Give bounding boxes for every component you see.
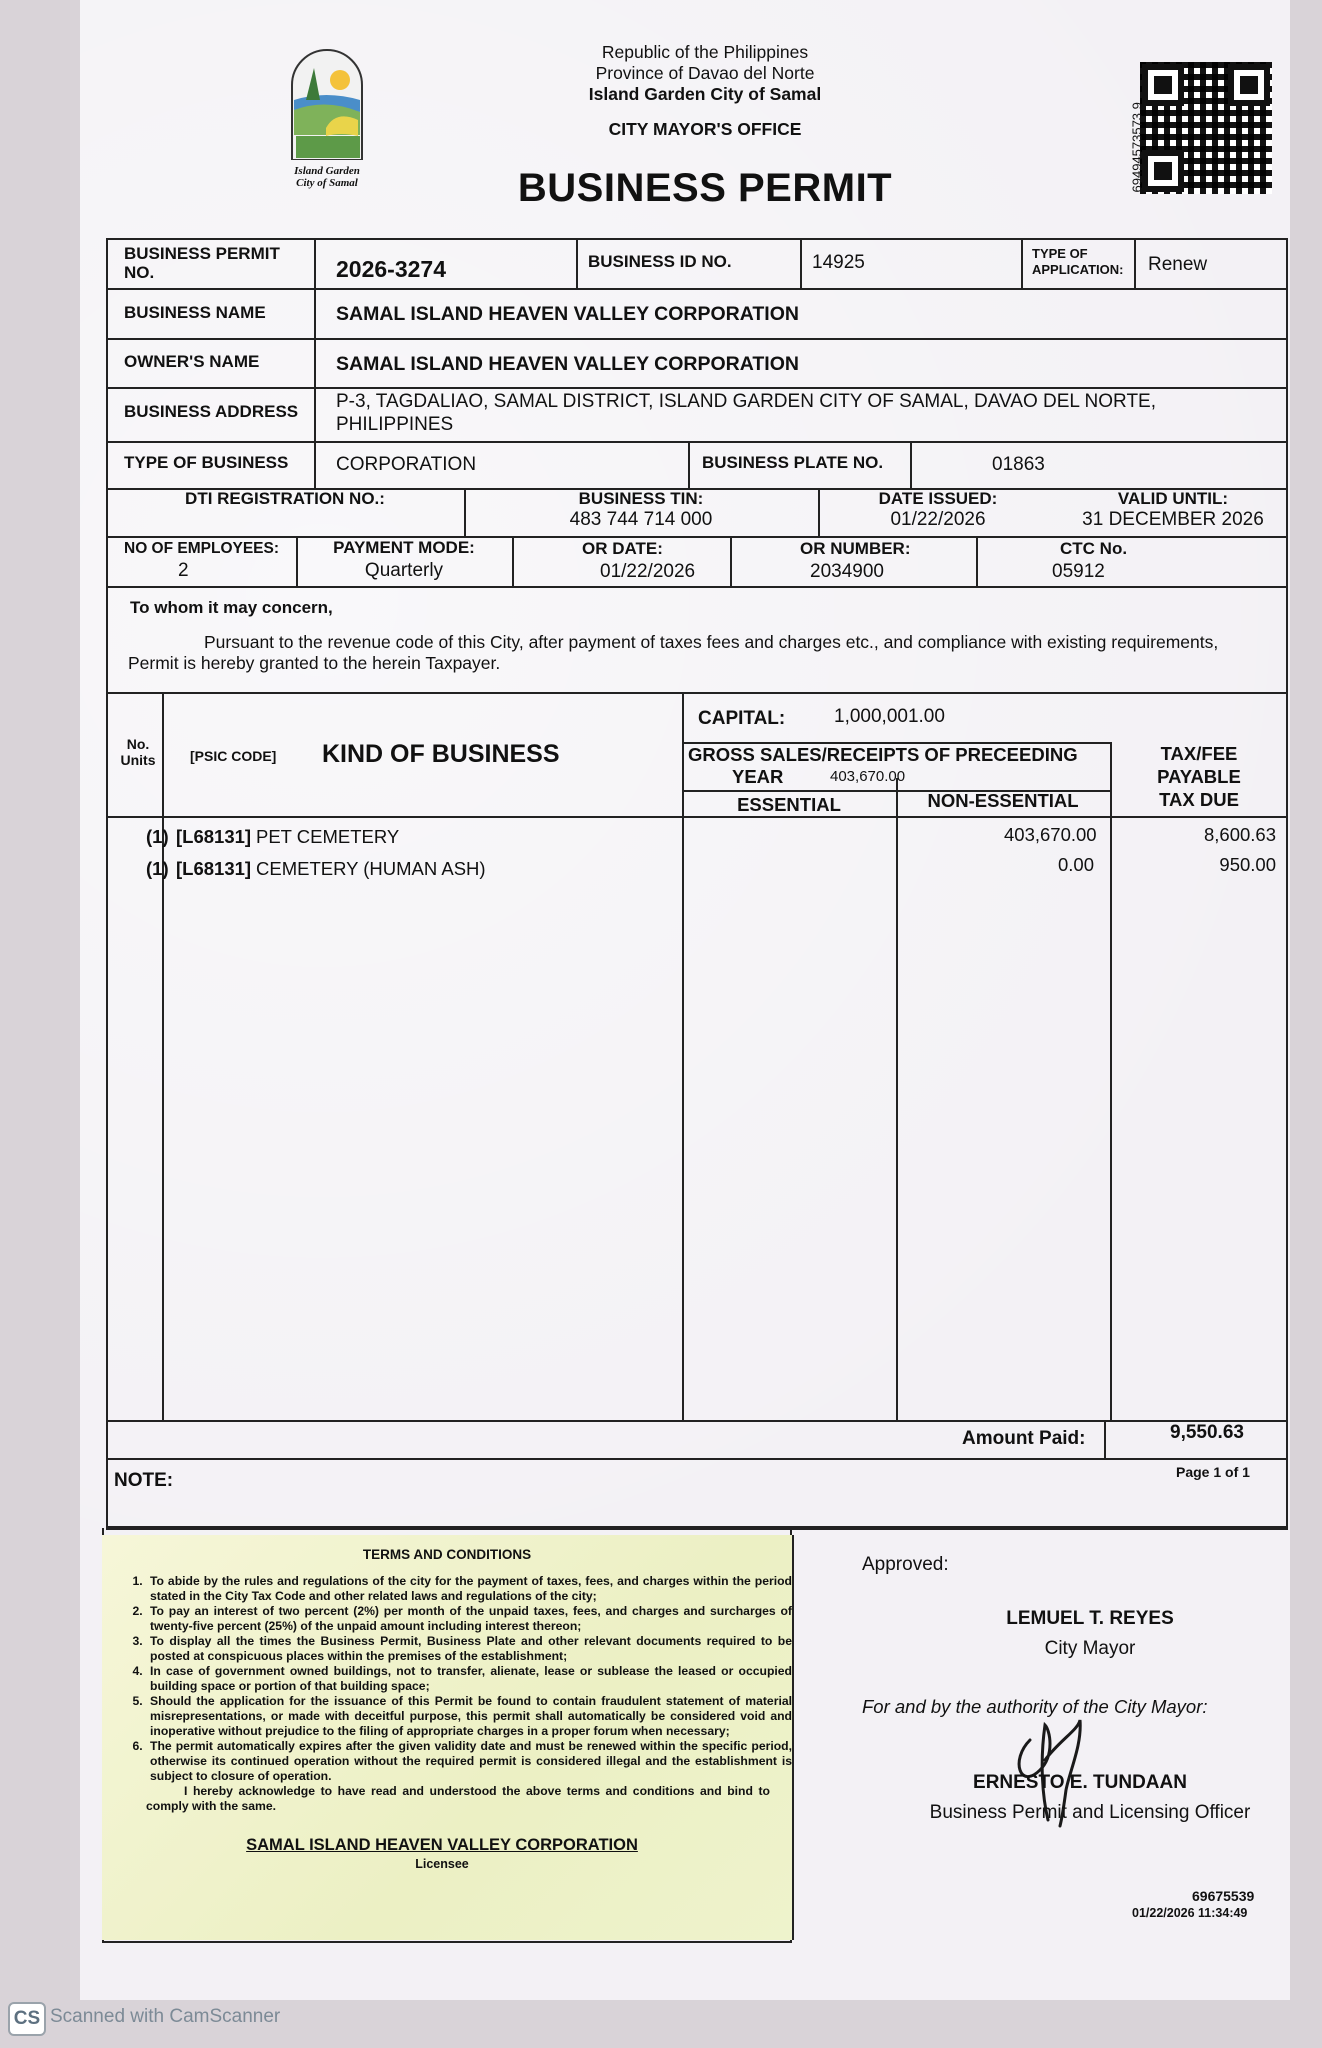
row-psic-code: [L68131] — [176, 826, 252, 847]
mayor-name: LEMUEL T. REYES — [1006, 1608, 1174, 1629]
plate-no: 01863 — [992, 454, 1045, 475]
page-indicator: Page 1 of 1 — [1176, 1464, 1250, 1480]
licensee-label: Licensee — [415, 1857, 469, 1871]
capital-label: CAPITAL: — [698, 708, 786, 729]
business-name-label: BUSINESS NAME — [124, 303, 266, 322]
tax-label-1: TAX/FEE — [1160, 743, 1238, 764]
officer-name: ERNESTO E. TUNDAAN — [973, 1772, 1187, 1793]
qr-number: 69494573573 9 — [1129, 102, 1145, 193]
document-number: 69675539 — [1192, 1888, 1255, 1904]
business-tin: 483 744 714 000 — [569, 509, 713, 530]
print-timestamp: 01/22/2026 11:34:49 — [1132, 1906, 1248, 1920]
capital-value: 1,000,001.00 — [834, 706, 945, 727]
type-of-application-label: TYPE OF APPLICATION: — [1032, 246, 1124, 277]
term-item: 3. To display all the times the Business Permit, Business Plate and other relevant documents required to be posted at conspicuous places within the premises of the establishment; — [146, 1634, 792, 1664]
licensee-name: SAMAL ISLAND HEAVEN VALLEY CORPORATION — [246, 1836, 638, 1854]
page-title: BUSINESS PERMIT — [517, 166, 893, 210]
or-date: 01/22/2026 — [600, 561, 696, 582]
payment-mode: Quarterly — [364, 560, 444, 581]
mayor-title: City Mayor — [1044, 1638, 1136, 1659]
term-item: 5. Should the application for the issuance of this Permit be found to contain fraudulent statement of material misrepresentations, or made with deceitful purpose, this permit shall automatically be considered void and inoperative without prejudice to the filing of appropriate charges in a proper forum when necessary; — [146, 1694, 792, 1739]
terms-title: TERMS AND CONDITIONS — [362, 1547, 532, 1562]
type-of-application: Renew — [1148, 254, 1208, 275]
camscanner-text: Scanned with CamScanner — [50, 2006, 281, 2027]
row-units: (1) — [146, 858, 169, 879]
row-kind: PET CEMETERY — [256, 826, 400, 847]
officer-title: Business Permit and Licensing Officer — [929, 1802, 1251, 1823]
approved-label: Approved: — [862, 1554, 949, 1575]
business-id: 14925 — [812, 252, 865, 273]
table-row — [146, 854, 1276, 886]
salutation: To whom it may concern, — [130, 598, 333, 617]
or-date-label: OR DATE: — [582, 539, 663, 558]
essential-label: ESSENTIAL — [737, 794, 841, 815]
terms-and-conditions — [102, 1535, 794, 1940]
payment-mode-label: PAYMENT MODE: — [333, 538, 475, 557]
gross-sales-label: GROSS SALES/RECEIPTS OF PRECEEDING — [688, 744, 1078, 765]
row-tax: 8,600.63 — [1203, 824, 1276, 845]
table-row — [146, 826, 1276, 854]
note-label: NOTE: — [114, 1470, 174, 1491]
amount-paid: 9,550.63 — [1170, 1422, 1244, 1443]
logo-caption: Island Garden City of Samal — [294, 165, 360, 189]
tax-label-2: PAYABLE — [1157, 766, 1241, 787]
acknowledgement: I hereby acknowledge to have read and understood the above terms and conditions and bind to comply with the same. — [146, 1784, 770, 1813]
header-city: Island Garden City of Samal — [588, 84, 822, 104]
date-issued: 01/22/2026 — [890, 509, 986, 530]
tin-label: BUSINESS TIN: — [578, 489, 704, 508]
header-office: CITY MAYOR'S OFFICE — [608, 119, 802, 139]
kind-of-business-label: KIND OF BUSINESS — [322, 740, 560, 768]
employees: 2 — [178, 560, 189, 581]
ctc-label: CTC No. — [1060, 539, 1128, 558]
header-province: Province of Davao del Norte — [595, 63, 815, 83]
date-issued-label: DATE ISSUED: — [878, 489, 998, 508]
business-id-label: BUSINESS ID NO. — [588, 252, 732, 271]
term-item: 4. In case of government owned buildings, not to transfer, alienate, lease or sublease the leased or occupied building space or portion of that building space; — [146, 1664, 792, 1694]
valid-until: 31 DECEMBER 2026 — [1082, 509, 1264, 530]
tax-label-3: TAX DUE — [1159, 789, 1239, 810]
psic-label: [PSIC CODE] — [190, 748, 277, 764]
business-name: SAMAL ISLAND HEAVEN VALLEY CORPORATION — [336, 303, 799, 325]
plate-no-label: BUSINESS PLATE NO. — [702, 453, 884, 472]
non-essential-label: NON-ESSENTIAL — [927, 790, 1079, 811]
ctc-no: 05912 — [1052, 561, 1105, 582]
header-country: Republic of the Philippines — [601, 42, 809, 62]
city-seal-logo — [286, 40, 368, 200]
or-number-label: OR NUMBER: — [800, 539, 911, 558]
permit-no: 2026-3274 — [336, 256, 446, 282]
qr-code — [1140, 62, 1272, 194]
year-value: 403,670.00 — [830, 768, 906, 785]
row-tax: 950.00 — [1219, 854, 1276, 875]
owner-name: SAMAL ISLAND HEAVEN VALLEY CORPORATION — [336, 353, 799, 375]
or-number: 2034900 — [810, 561, 884, 582]
authority-text: For and by the authority of the City Mayor: — [862, 1696, 1208, 1717]
dti-label: DTI REGISTRATION NO.: — [185, 489, 385, 508]
amount-paid-label: Amount Paid: — [962, 1428, 1086, 1449]
term-item: 2. To pay an interest of two percent (2%) per month of the unpaid taxes, fees, and charges and surcharges of twenty-five percent (25%) of the unpaid amount including interest thereon; — [146, 1604, 792, 1634]
valid-until-label: VALID UNTIL: — [1117, 489, 1229, 508]
year-label: YEAR — [732, 766, 784, 787]
permit-no-label: BUSINESS PERMIT NO. — [124, 244, 280, 282]
no-units-label: No. Units — [120, 736, 156, 768]
business-address: P-3, TAGDALIAO, SAMAL DISTRICT, ISLAND GARDEN CITY OF SAMAL, DAVAO DEL NORTE, PHILIPPINES — [336, 391, 1156, 435]
type-of-business: CORPORATION — [336, 454, 477, 475]
row-units: (1) — [146, 826, 169, 847]
employees-label: NO OF EMPLOYEES: — [124, 540, 280, 557]
row-kind: CEMETERY (HUMAN ASH) — [256, 858, 486, 879]
row-non-essential: 403,670.00 — [1004, 824, 1097, 845]
term-item: 1. To abide by the rules and regulations of the city for the payment of taxes, fees, and charges within the period stated in the City Tax Code and other related laws and regulations of the city; — [146, 1574, 792, 1604]
camscanner-badge: CS — [8, 2002, 46, 2036]
type-of-business-label: TYPE OF BUSINESS — [124, 453, 289, 472]
row-psic-code: [L68131] — [176, 858, 252, 879]
row-non-essential: 0.00 — [1057, 854, 1094, 875]
address-label: BUSINESS ADDRESS — [124, 402, 299, 421]
permit-statement: Pursuant to the revenue code of this City, after payment of taxes fees and charges etc., and compliance with existing requirements, Permit is hereby granted to the herein Taxpayer. — [128, 632, 1219, 673]
term-item: 6. The permit automatically expires after the given validity date and must be renewed within the specific period, otherwise its continued operation without the required permit is considered illegal and the establishment is subject to closure of operation. — [146, 1739, 792, 1784]
owner-name-label: OWNER'S NAME — [124, 352, 260, 371]
